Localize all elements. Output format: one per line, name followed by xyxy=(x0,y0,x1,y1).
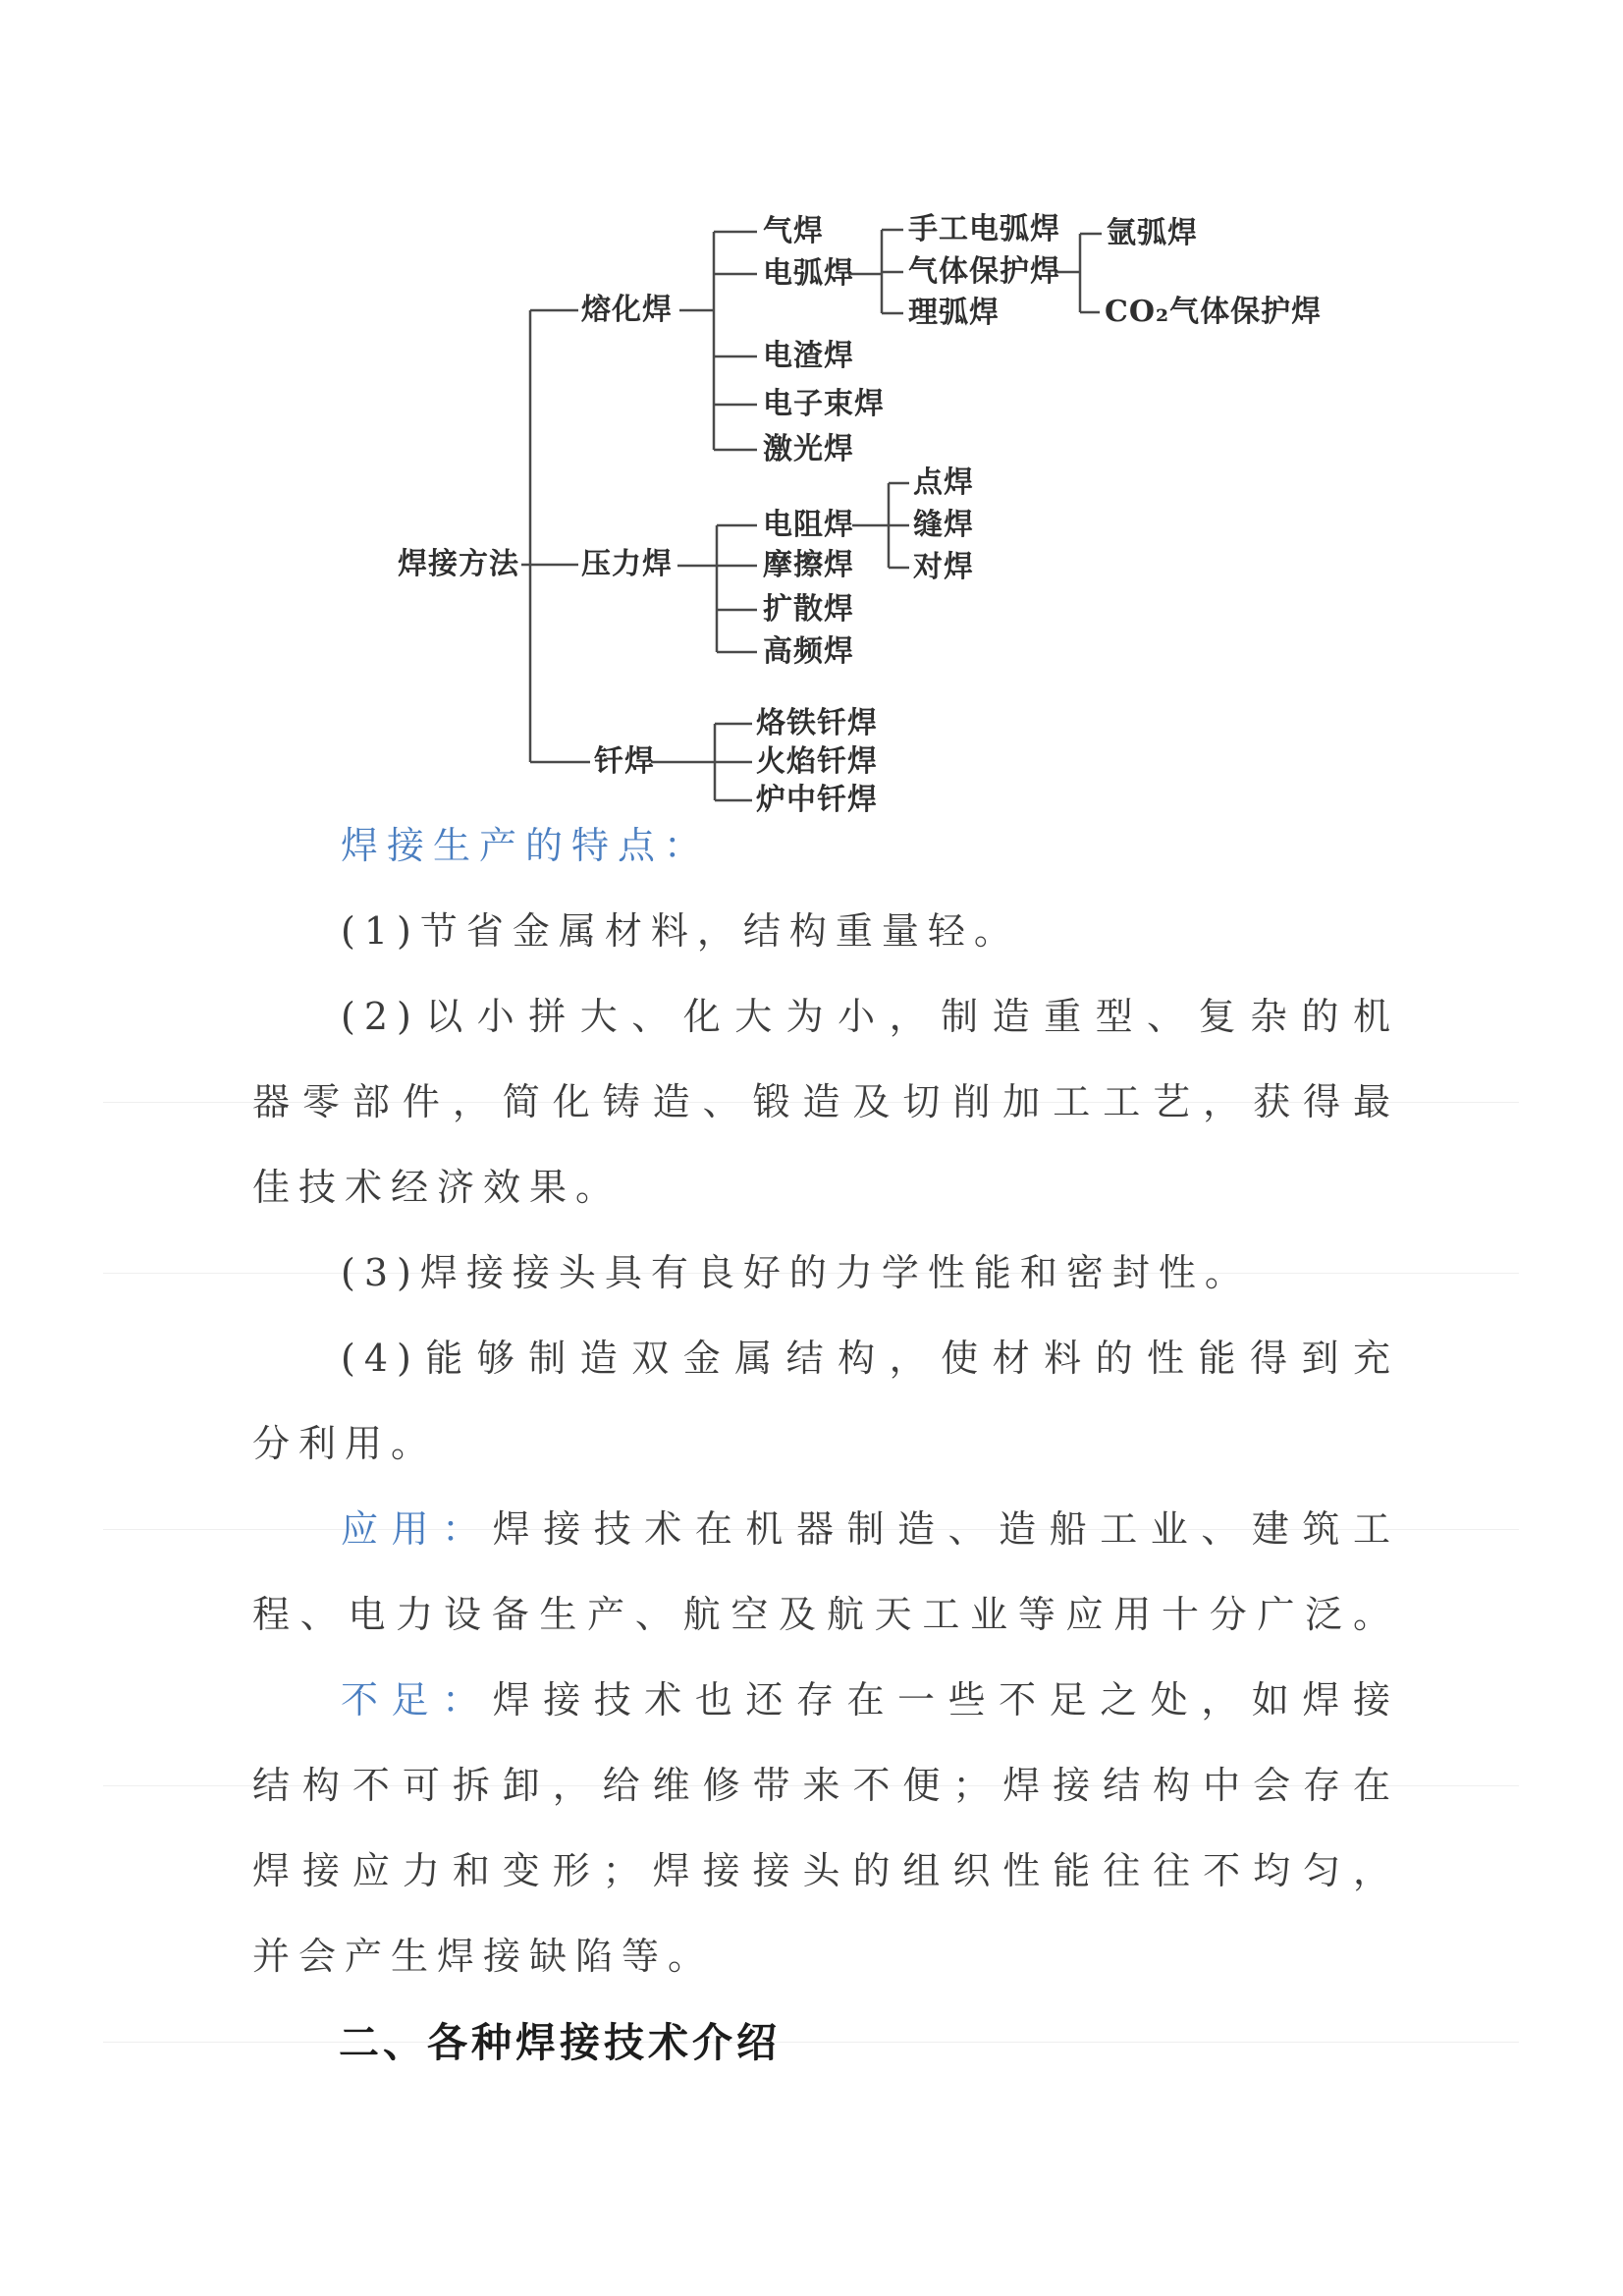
paragraph-line xyxy=(252,1060,1399,1145)
tree-node-butt-welding: 对焊 xyxy=(913,550,974,584)
paragraph-text: 结构不可拆卸，给维修带来不便；焊接结构中会存在 xyxy=(252,1764,1399,1807)
tree-node-electron-beam-welding: 电子束焊 xyxy=(763,387,885,421)
tree-node-brazing: 钎焊 xyxy=(594,744,655,779)
tree-node-submerged-arc-welding: 理弧焊 xyxy=(908,296,1000,330)
section-heading xyxy=(252,1999,1399,2087)
tree-node-flame-brazing: 火焰钎焊 xyxy=(756,744,878,779)
paragraph-text: 佳技术经济效果。 xyxy=(252,1166,622,1209)
paragraph-line xyxy=(252,1316,1399,1401)
tree-node-fusion-welding: 熔化焊 xyxy=(581,293,673,327)
paragraph-text: 焊接技术在机器制造、造船工业、建筑工 xyxy=(492,1507,1399,1551)
paragraph-text: (3)焊接接头具有良好的力学性能和密封性。 xyxy=(341,1251,1251,1294)
welding-methods-tree-diagram xyxy=(0,0,1623,864)
tree-node-gas-shielded-welding: 气体保护焊 xyxy=(908,254,1060,289)
paragraph-line xyxy=(252,1914,1399,1999)
tree-node-friction-welding: 摩擦焊 xyxy=(763,548,854,582)
features-heading xyxy=(252,803,1399,889)
applications-label: 应用： xyxy=(341,1507,493,1551)
paragraph-line xyxy=(252,889,1399,974)
paragraph-text: 程、电力设备生产、航空及航天工业等应用十分广泛。 xyxy=(252,1593,1399,1636)
paragraph-text: 分利用。 xyxy=(252,1422,438,1465)
features-heading-text: 焊接生产的特点： xyxy=(341,824,711,867)
tree-node-soldering-iron-brazing: 烙铁钎焊 xyxy=(756,706,878,740)
applications-line xyxy=(252,1487,1399,1572)
paragraph-line xyxy=(252,974,1399,1060)
section-heading-text: 二、各种焊接技术介绍 xyxy=(339,2020,781,2065)
tree-node-gas-welding: 气焊 xyxy=(763,214,824,248)
tree-node-furnace-brazing: 炉中钎焊 xyxy=(756,783,878,817)
tree-node-manual-arc-welding: 手工电弧焊 xyxy=(908,212,1060,246)
shortcomings-line xyxy=(252,1658,1399,1743)
paragraph-line xyxy=(252,1230,1399,1316)
paragraph-line xyxy=(252,1572,1399,1658)
tree-node-welding-methods: 焊接方法 xyxy=(398,547,519,581)
tree-node-laser-welding: 激光焊 xyxy=(763,432,854,466)
paragraph-line xyxy=(252,1743,1399,1829)
paragraph-text: 焊接技术也还存在一些不足之处，如焊接 xyxy=(492,1678,1399,1722)
tree-node-resistance-welding: 电阻焊 xyxy=(763,508,854,542)
tree-node-pressure-welding: 压力焊 xyxy=(581,547,673,581)
paragraph-line xyxy=(252,1829,1399,1914)
paragraph-text: (1)节省金属材料，结构重量轻。 xyxy=(341,909,1020,953)
tree-node-seam-welding: 缝焊 xyxy=(913,508,974,542)
paragraph-text: 并会产生焊接缺陷等。 xyxy=(252,1935,715,1978)
paragraph-line xyxy=(252,1145,1399,1230)
paragraph-text: (2)以小拼大、化大为小，制造重型、复杂的机 xyxy=(341,995,1399,1038)
tree-node-co2-shielded-welding: CO₂气体保护焊 xyxy=(1105,295,1323,329)
tree-node-arc-welding: 电弧焊 xyxy=(763,256,854,291)
shortcomings-label: 不足： xyxy=(341,1678,493,1722)
tree-node-diffusion-welding: 扩散焊 xyxy=(763,592,854,627)
tree-node-spot-welding: 点焊 xyxy=(913,465,974,500)
paragraph-text: 焊接应力和变形；焊接接头的组织性能往往不均匀， xyxy=(252,1849,1399,1892)
tree-node-high-frequency-welding: 高频焊 xyxy=(763,634,854,669)
tree-node-electroslag-welding: 电渣焊 xyxy=(763,339,854,373)
document-body xyxy=(252,803,1399,2087)
tree-node-argon-arc-welding: 氩弧焊 xyxy=(1107,216,1198,250)
paragraph-text: (4)能够制造双金属结构，使材料的性能得到充 xyxy=(341,1337,1399,1380)
paragraph-line xyxy=(252,1401,1399,1487)
paragraph-text: 器零部件，简化铸造、锻造及切削加工工艺，获得最 xyxy=(252,1080,1399,1123)
